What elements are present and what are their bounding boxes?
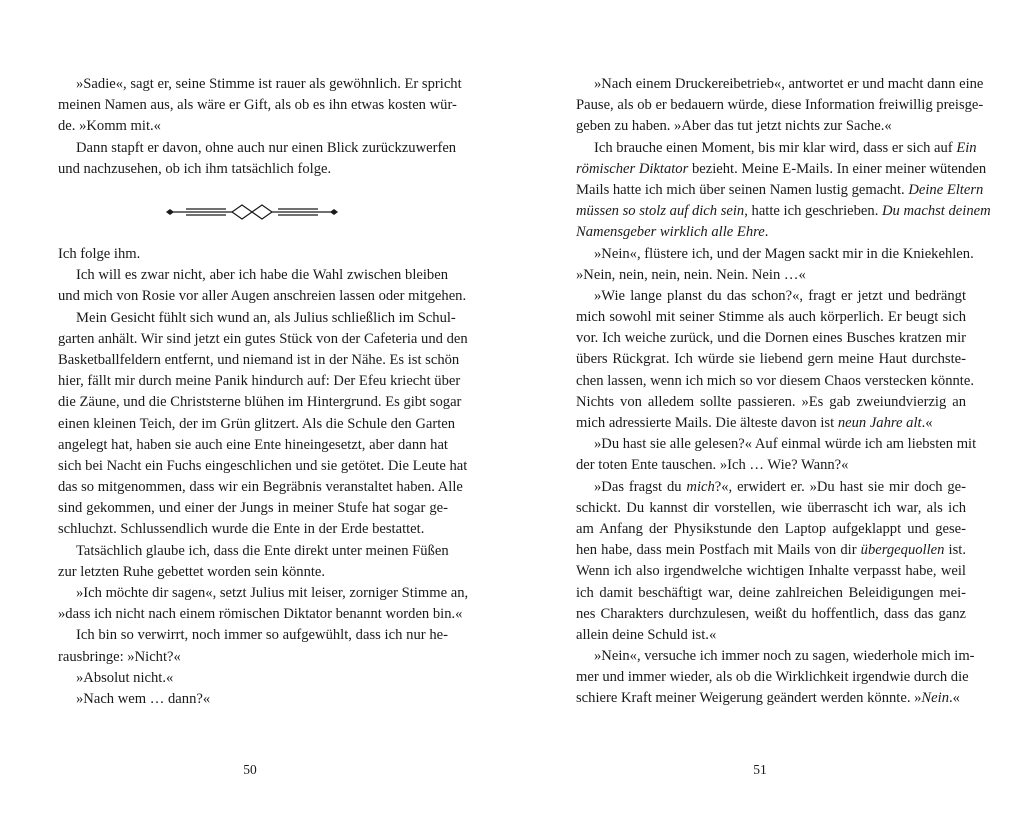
text-line: allein deine Schuld ist.« <box>576 626 717 643</box>
text-line: einen kleinen Teich, der im Grün glitzert. Als die Schule den Garten <box>58 415 456 432</box>
text-line: meinen Namen aus, als wäre er Gift, als ob es ihn etwas kosten wür- <box>58 97 457 114</box>
text-line: schickt. Du kannst dir vorstellen, wie überrascht ich war, als ich <box>576 499 966 516</box>
text-line: schluchzt. Schlussendlich wurde die Ente in der Erde bestattet. <box>58 521 425 538</box>
text-line: und nachzusehen, ob ich ihm tatsächlich folge. <box>58 160 332 177</box>
text-line: »Ich möchte dir sagen«, setzt Julius mit leiser, zorniger Stimme an, <box>76 585 469 601</box>
text-line: zur letzten Ruhe gebettet worden sein könnte. <box>58 563 326 580</box>
left-text-block-2 <box>58 244 469 710</box>
text-line: am Anfang der Physikstunde den Laptop aufgeklappt und gese- <box>576 520 966 537</box>
text-line: garten anhält. Wir sind jetzt ein gutes Stück von der Cafeteria und den <box>58 330 468 347</box>
text-line: der toten Ente tauschen. »Ich … Wie? Wann?« <box>576 457 849 474</box>
page-number-right: 51 <box>753 762 767 777</box>
text-line: hier, fällt mir durch meine Panik hindurch auf: Der Efeu kriecht über <box>58 373 461 390</box>
text-line: Ich will es zwar nicht, aber ich habe die Wahl zwischen bleiben <box>76 267 448 284</box>
text-line: Ich bin so verwirrt, noch immer so aufgewühlt, dass ich nur he- <box>76 627 448 644</box>
text-line: mich sowohl mit seiner Stimme als auch körperlich. Er beugt sich <box>576 309 966 326</box>
right-text-block <box>576 74 991 710</box>
text-line: »Nach einem Druckereibetrieb«, antwortet er und macht dann eine <box>594 76 984 92</box>
text-line: Wenn ich also irgendwelche wichtigen Inhalte verpasst habe, weil <box>576 563 966 580</box>
text-line: »Nein, nein, nein, nein. Nein. Nein …« <box>576 266 806 283</box>
text-line: »Wie lange planst du das schon?«, fragt er jetzt und bedrängt <box>594 287 966 304</box>
text-line: nes Charakters durchzulesen, weißt du hoffentlich, dass das ganz <box>576 605 966 622</box>
text-line: ich damit beschäftigt war, deine zahlreichen Beleidigungen mei- <box>576 584 966 601</box>
text-line: Namensgeber wirklich alle Ehre. <box>576 224 769 241</box>
text-line: Mein Gesicht fühlt sich wund an, als Julius schließlich im Schul- <box>76 309 456 326</box>
text-line: müssen so stolz auf dich sein, hatte ich geschrieben. Du machst deinem <box>576 203 991 220</box>
text-line: chen lassen, wenn ich mich so vor diesem Chaos verstecken könnte. <box>576 372 974 389</box>
text-line: geben zu haben. »Aber das tut jetzt nichts zur Sache.« <box>576 118 892 135</box>
text-line: »Nein«, versuche ich immer noch zu sagen, wiederhole mich im- <box>594 648 975 665</box>
text-line: und mich von Rosie vor aller Augen anschreien lassen oder mitgehen. <box>58 288 467 305</box>
text-line: sind gekommen, und einer der Jungs in meiner Stufe hat sogar ge- <box>58 500 448 517</box>
text-line: »Sadie«, sagt er, seine Stimme ist rauer als gewöhnlich. Er spricht <box>76 76 462 92</box>
text-line: Basketballfeldern entfernt, und niemand ist in der Nähe. Es ist schön <box>58 351 460 368</box>
text-line: »Nach wem … dann?« <box>76 690 211 707</box>
text-line: hen habe, dass mein Postfach mit Mails von dir übergequollen ist. <box>576 542 966 559</box>
text-line: Dann stapft er davon, ohne auch nur einen Blick zurückzuwerfen <box>76 139 457 156</box>
text-line: »Nein«, flüstere ich, und der Magen sackt mir in die Kniekehlen. <box>594 245 974 262</box>
section-break-ornament <box>166 202 338 222</box>
left-text-block-1 <box>58 74 462 180</box>
text-line: Pause, als ob er bedauern würde, diese Information freiwillig preisge- <box>576 97 984 114</box>
text-line: sich bei Nacht ein Fuchs eingeschlichen und sie getötet. Die Leute hat <box>58 457 468 474</box>
text-line: Nichts von alledem sollte passieren. »Es gab zweiundvierzig an <box>576 393 966 410</box>
text-line: rausbringe: »Nicht?« <box>58 648 181 665</box>
text-line: die Zäune, und die Christsterne blühen im Hintergrund. Es gibt sogar <box>58 394 462 411</box>
text-line: schiere Kraft meiner Weigerung geändert werden könnte. »Nein.« <box>576 690 960 707</box>
right-page <box>510 0 1020 813</box>
text-line: Mails hatte ich mich über seinen Namen lustig gemacht. Deine Eltern <box>576 181 984 198</box>
text-line: römischer Diktator bezieht. Meine E-Mails. In einer meiner wütenden <box>576 160 987 177</box>
text-line: das so mitgenommen, dass wir ein Begräbnis veranstaltet haben. Alle <box>58 479 463 496</box>
text-line: »Absolut nicht.« <box>76 669 174 686</box>
text-line: de. »Komm mit.« <box>58 118 161 135</box>
text-line: Ich folge ihm. <box>58 246 141 262</box>
text-line: mer und immer wieder, als ob die Wirklichkeit irgendwie durch die <box>576 669 969 686</box>
text-line: mich adressierte Mails. Die älteste davon ist neun Jahre alt.« <box>576 415 933 431</box>
text-line: übers Rückgrat. Ich würde sie liebend gern meine Haut durchste- <box>576 351 966 368</box>
text-line: »Das fragst du mich?«, erwidert er. »Du hast sie mir doch ge- <box>594 478 967 495</box>
text-line: »dass ich nicht nach einem römischen Diktator benannt worden bin.« <box>58 606 463 623</box>
text-line: Tatsächlich glaube ich, dass die Ente direkt unter meinen Füßen <box>76 542 449 559</box>
text-line: angelegt hat, haben sie auch eine Ente hineingesetzt, aber dann hat <box>58 436 448 453</box>
text-line: Ich brauche einen Moment, bis mir klar wird, dass er sich auf Ein <box>594 139 977 156</box>
page-number-left: 50 <box>243 762 257 777</box>
text-line: vor. Ich weiche zurück, und die Dornen eines Busches kratzen mir <box>576 330 966 347</box>
text-line: »Du hast sie alle gelesen?« Auf einmal würde ich am liebsten mit <box>594 436 977 453</box>
